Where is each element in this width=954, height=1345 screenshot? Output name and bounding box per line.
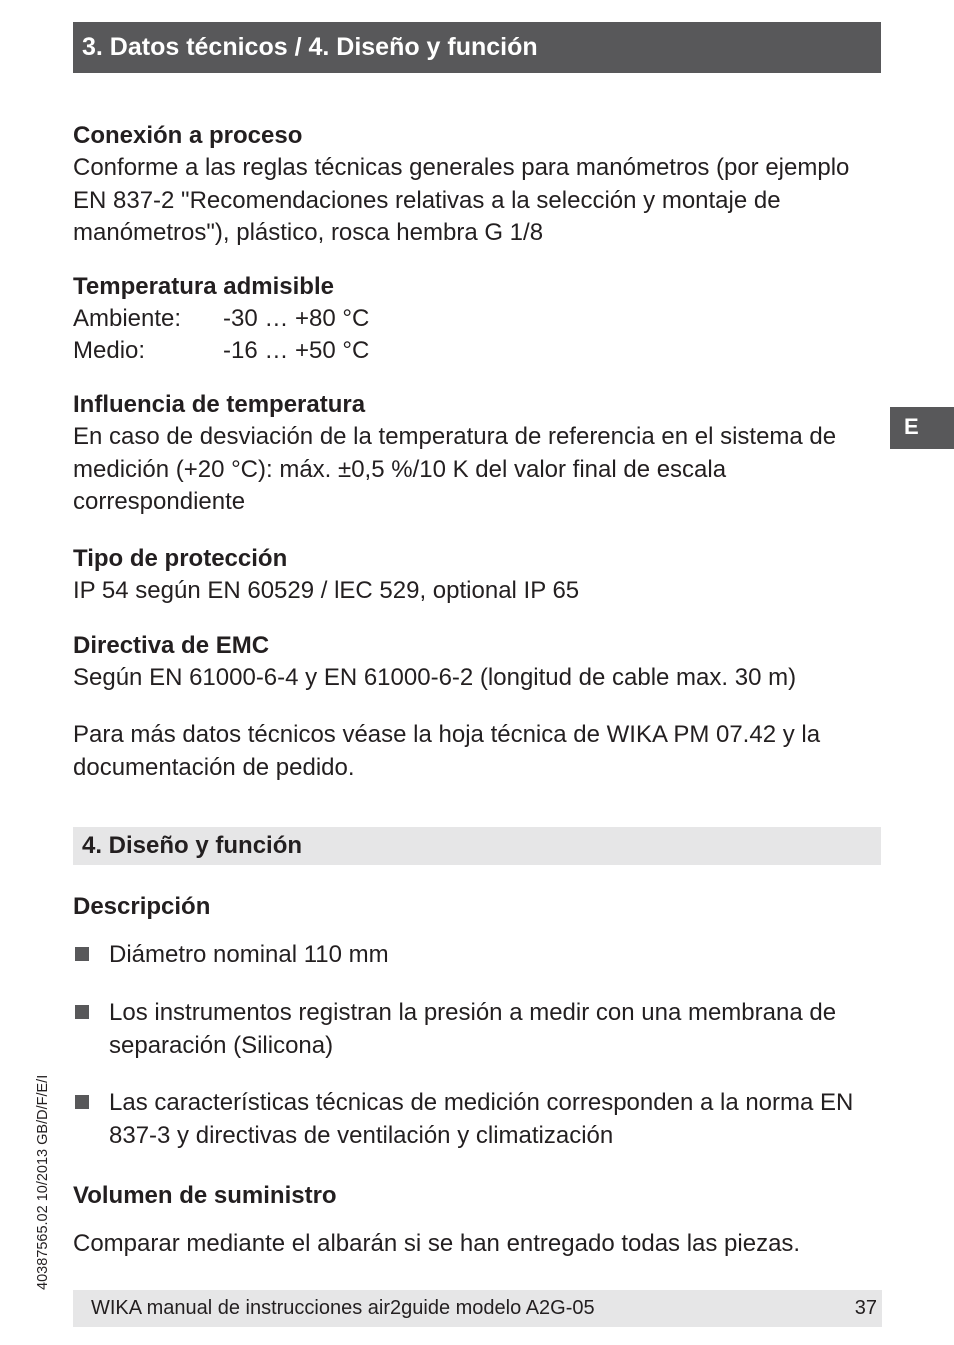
heading-influencia: Influencia de temperatura bbox=[73, 391, 366, 418]
text-proteccion: IP 54 según EN 60529 / lEC 529, optional IP 65 bbox=[73, 577, 580, 604]
section-title: 4. Diseño y función bbox=[73, 827, 881, 865]
temperature-value: -30 … +80 °C bbox=[223, 305, 370, 332]
bullet-text: Diámetro nominal 110 mm bbox=[109, 941, 389, 968]
text-conexion: Conforme a las reglas técnicas generales para manómetros (por ejemplo EN 837-2 "Recomendaciones relativas a la selección y montaje de manómetros"), plástico, rosca hembra G 1/8 bbox=[73, 154, 850, 246]
temperature-label: Medio: bbox=[73, 337, 146, 364]
heading-proteccion: Tipo de protección bbox=[73, 545, 288, 572]
bullet-text: Los instrumentos registran la presión a medir con una membrana de separación (Silicona) bbox=[109, 999, 837, 1059]
page-number: 37 bbox=[854, 1297, 877, 1319]
text-influencia: En caso de desviación de la temperatura de referencia en el sistema de medición (+20 °C): máx. ±0,5 %/10 K del valor final de escala correspondiente bbox=[73, 423, 837, 515]
heading-conexion: Conexión a proceso bbox=[73, 122, 303, 149]
heading-volumen: Volumen de suministro bbox=[73, 1182, 337, 1209]
heading-descripcion: Descripción bbox=[73, 893, 211, 920]
square-bullet-icon bbox=[75, 947, 89, 961]
language-tab: E bbox=[890, 407, 954, 449]
heading-temperatura: Temperatura admisible bbox=[73, 273, 334, 300]
text-volumen: Comparar mediante el albarán si se han entregado todas las piezas. bbox=[73, 1230, 801, 1257]
text-mas-datos: Para más datos técnicos véase la hoja técnica de WIKA PM 07.42 y la documentación de pedido. bbox=[73, 721, 821, 781]
square-bullet-icon bbox=[75, 1095, 89, 1109]
bullet-text: Las características técnicas de medición corresponden a la norma EN 837-3 y directivas de ventilación y climatización bbox=[109, 1089, 854, 1149]
temperature-value: -16 … +50 °C bbox=[223, 337, 370, 364]
page-header: 3. Datos técnicos / 4. Diseño y función bbox=[73, 22, 881, 73]
text-emc: Según EN 61000-6-4 y EN 61000-6-2 (longitud de cable max. 30 m) bbox=[73, 664, 797, 691]
page-footer bbox=[73, 1290, 882, 1327]
footer-title: WIKA manual de instrucciones air2guide modelo A2G-05 bbox=[91, 1297, 595, 1319]
heading-emc: Directiva de EMC bbox=[73, 632, 270, 659]
temperature-label: Ambiente: bbox=[73, 305, 182, 332]
square-bullet-icon bbox=[75, 1005, 89, 1019]
document-code: 40387565.02 10/2013 GB/D/F/E/I bbox=[35, 1074, 51, 1290]
